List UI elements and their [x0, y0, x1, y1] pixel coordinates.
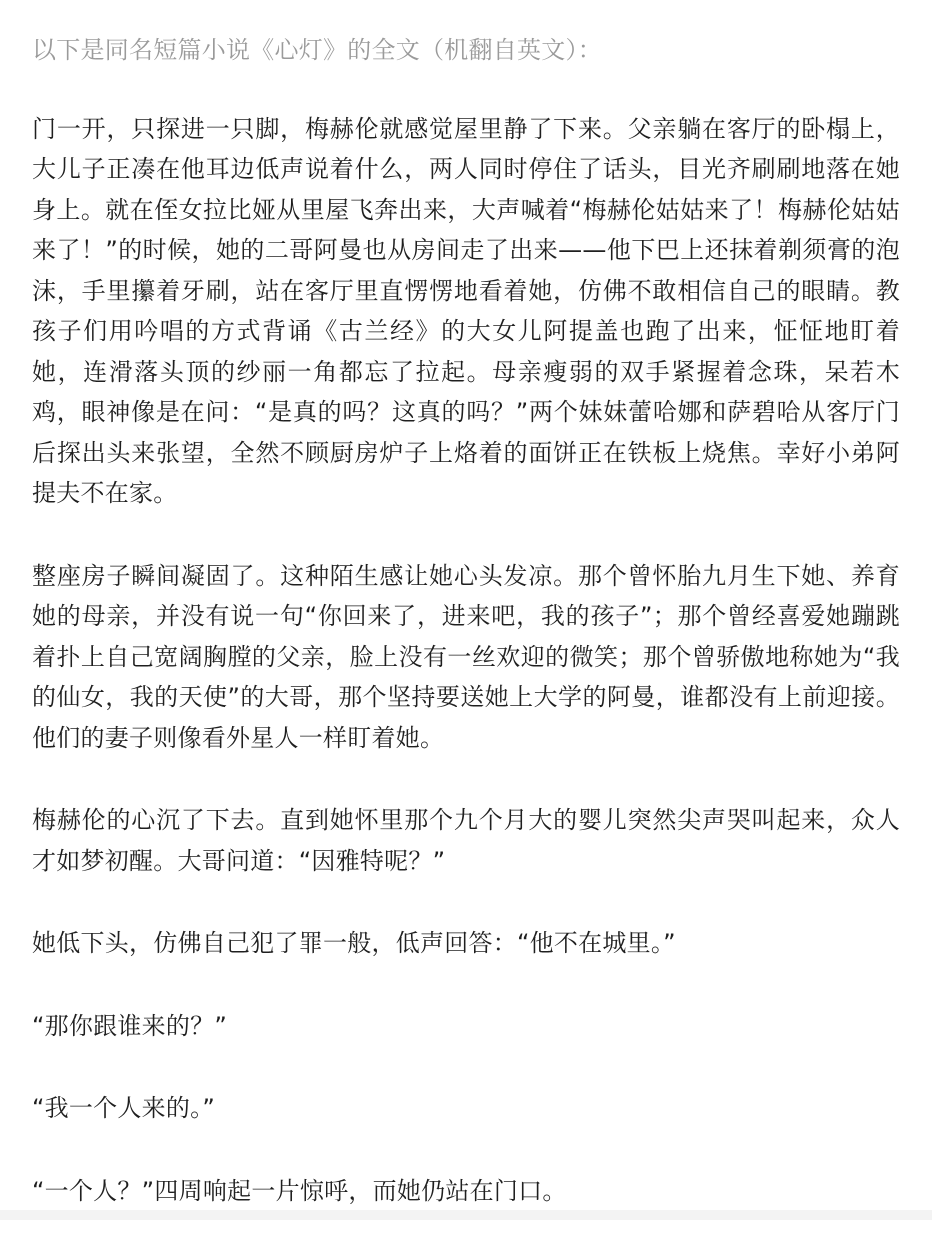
dialogue-line: “那你跟谁来的？” — [32, 1011, 228, 1040]
story-paragraph: 门一开，只探进一只脚，梅赫伦就感觉屋里静了下来。父亲躺在客厅的卧榻上，大儿子正凑在他耳边低声说着什么，两人同时停住了话头，目光齐刷刷地落在她身上。就在侄女拉比娅从里屋飞奔出来，大声喊着“梅赫伦姑姑来了！梅赫伦姑姑来了！”的时候，她的二哥阿曼也从房间走了出来——他下巴上还抹着剃须膏的泡沫，手里攥着牙刷，站在客厅里直愣愣地看着她，仿佛不敢相信自己的眼睛。教孩子们用吟唱的方式背诵《古兰经》的大女儿阿提盖也跑了出来，怔怔地盯着她，连滑落头顶的纱丽一角都忘了拉起。母亲瘦弱的双手紧握着念珠，呆若木鸡，眼神像是在问：“是真的吗？这真的吗？”两个妹妹蕾哈娜和萨碧哈从客厅门后探出头来张望，全然不顾厨房炉子上烙着的面饼正在铁板上烧焦。幸好小弟阿提夫不在家。 — [32, 114, 900, 507]
story-paragraph: 整座房子瞬间凝固了。这种陌生感让她心头发凉。那个曾怀胎九月生下她、养育她的母亲，并没有说一句“你回来了，进来吧，我的孩子”；那个曾经喜爱她蹦跳着扑上自己宽阔胸膛的父亲，脸上没有一丝欢迎的微笑；那个曾骄傲地称她为“我的仙女，我的天使”的大哥，那个坚持要送她上大学的阿曼，谁都没有上前迎接。他们的妻子则像看外星人一样盯着她。 — [32, 561, 900, 752]
dialogue-line: 她低下头，仿佛自己犯了罪一般，低声回答：“他不在城里。” — [32, 929, 676, 957]
bottom-divider — [0, 1210, 932, 1220]
story-paragraph: 梅赫伦的心沉了下去。直到她怀里那个九个月大的婴儿突然尖声哭叫起来，众人才如梦初醒。大哥问道：“因雅特呢？” — [32, 806, 900, 875]
intro-note: 以下是同名短篇小说《心灯》的全文（机翻自英文）： — [32, 36, 602, 64]
dialogue-line: “一个人？”四周响起一片惊呼，而她仍站在门口。 — [32, 1176, 567, 1205]
dialogue-line: “我一个人来的。” — [32, 1094, 216, 1122]
article-body — [32, 30, 900, 1253]
